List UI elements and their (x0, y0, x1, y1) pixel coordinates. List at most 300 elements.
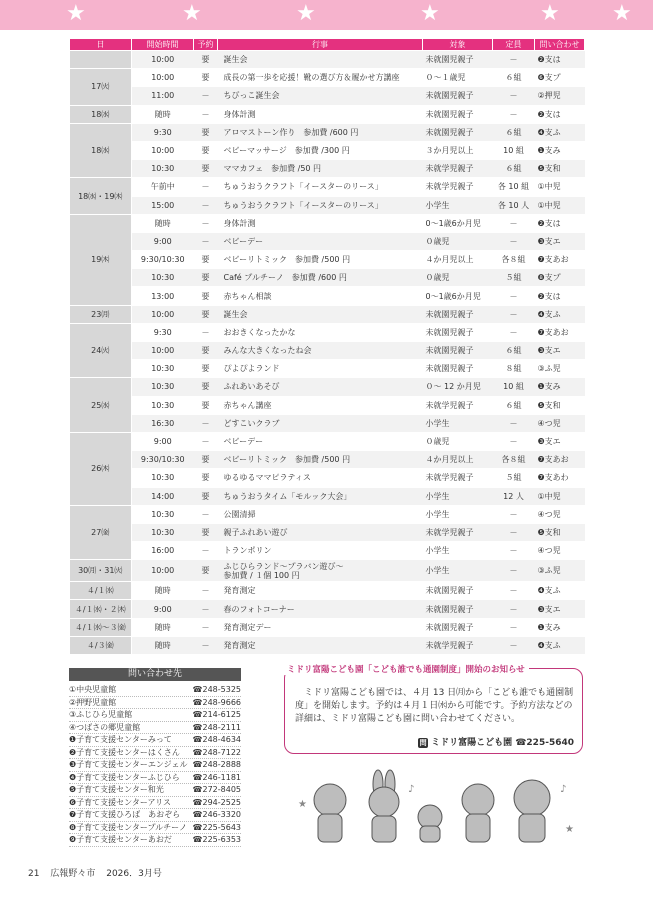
target-cell: 未就園児親子 (423, 51, 493, 69)
star-icon: ★ (182, 1, 202, 26)
contact-cell: ❻支プ (535, 69, 585, 87)
event-cell: 誕生会 (218, 51, 423, 69)
time-cell: 随時 (132, 636, 194, 654)
reservation-cell: 要 (194, 251, 218, 269)
capacity-cell: 各８組 (493, 251, 535, 269)
time-cell: 随時 (132, 105, 194, 123)
table-row (70, 523, 585, 541)
target-cell: 小学生 (423, 196, 493, 214)
reservation-cell: 要 (194, 287, 218, 305)
svg-text:♪: ♪ (408, 784, 415, 795)
event-cell: ベビーリトミック 参加費 /500 円 (218, 251, 423, 269)
day-cell: ４/１㈬ (70, 582, 132, 600)
table-row (70, 600, 585, 618)
reservation-cell: － (194, 414, 218, 432)
contact-phone: ☎294-2525 (192, 797, 241, 807)
reservation-cell: － (194, 232, 218, 250)
time-cell: 9:30/10:30 (132, 451, 194, 469)
capacity-cell: ６組 (493, 342, 535, 360)
day-cell: 27㈮ (70, 505, 132, 560)
table-row (70, 69, 585, 87)
target-cell: ４か月児以上 (423, 451, 493, 469)
capacity-cell: － (493, 232, 535, 250)
contact-cell: ③ふ児 (535, 560, 585, 582)
notice-contact (418, 735, 574, 748)
table-row (70, 196, 585, 214)
contact-cell: ❶支み (535, 141, 585, 159)
time-cell: 10:30 (132, 505, 194, 523)
contact-name: ③ふじひら児童館 (69, 710, 133, 719)
time-cell: 10:00 (132, 560, 194, 582)
reservation-cell: 要 (194, 451, 218, 469)
contact-phone: ☎225-5643 (192, 822, 241, 832)
table-row (70, 582, 585, 600)
contact-row (69, 822, 241, 835)
event-title: ふじひらランド～プラバン遊び～ (223, 561, 344, 571)
contact-row (69, 697, 241, 710)
contact-list-title: 問い合わせ先 (69, 668, 241, 681)
contact-name: ②押野児童館 (69, 697, 117, 707)
reservation-cell: 要 (194, 160, 218, 178)
table-row (70, 287, 585, 305)
event-cell: 身体計測 (218, 105, 423, 123)
target-cell: 小学生 (423, 414, 493, 432)
capacity-cell: ８組 (493, 360, 535, 378)
table-row (70, 251, 585, 269)
event-cell: 誕生会 (218, 305, 423, 323)
capacity-cell: ５組 (493, 269, 535, 287)
reservation-cell: 要 (194, 141, 218, 159)
contact-name: ❹子育て支援センターふじひら (69, 772, 180, 782)
target-cell: 未就園児親子 (423, 305, 493, 323)
time-cell: 9:30 (132, 323, 194, 341)
star-icon: ★ (612, 1, 632, 26)
table-row (70, 451, 585, 469)
reservation-cell: － (194, 214, 218, 232)
event-cell: ベビーデー (218, 432, 423, 450)
svg-text:★: ★ (565, 824, 574, 835)
event-cell: ちゅうおうタイム「モルック大会」 (218, 487, 423, 505)
contact-cell: ❺支和 (535, 523, 585, 541)
day-cell: 18㈬ (70, 123, 132, 178)
contact-row (69, 797, 241, 810)
capacity-cell: － (493, 287, 535, 305)
target-cell: ３か月児以上 (423, 141, 493, 159)
contact-cell: ❼支あお (535, 323, 585, 341)
day-cell: ４/１㈬・２㈭ (70, 600, 132, 618)
time-cell: 10:00 (132, 305, 194, 323)
reservation-cell: － (194, 542, 218, 560)
target-cell: 未就学児親子 (423, 396, 493, 414)
contact-cell: ①中児 (535, 487, 585, 505)
table-row (70, 141, 585, 159)
table-row (70, 414, 585, 432)
contact-phone: ☎225-6353 (192, 835, 241, 844)
reservation-cell: － (194, 505, 218, 523)
contact-cell: ❷支は (535, 214, 585, 232)
target-cell: ０歳児 (423, 269, 493, 287)
contact-cell: ❶支み (535, 618, 585, 636)
contact-cell: ②押児 (535, 87, 585, 105)
capacity-cell: ５組 (493, 469, 535, 487)
table-row (70, 542, 585, 560)
contact-row (69, 834, 241, 847)
day-cell: 18㈬・19㈭ (70, 178, 132, 214)
reservation-cell: － (194, 432, 218, 450)
reservation-cell: 要 (194, 396, 218, 414)
contact-cell: ❹支ふ (535, 305, 585, 323)
time-cell: 10:00 (132, 51, 194, 69)
reservation-cell: － (194, 87, 218, 105)
contact-cell: ❼支あお (535, 251, 585, 269)
event-cell: 親子ふれあい遊び (218, 523, 423, 541)
time-cell: 11:00 (132, 87, 194, 105)
time-cell: 10:00 (132, 69, 194, 87)
table-row (70, 342, 585, 360)
event-cell: ふれあいあそび (218, 378, 423, 396)
contact-name: ①中央児童館 (69, 685, 117, 694)
capacity-cell: － (493, 87, 535, 105)
contact-cell: ①中児 (535, 196, 585, 214)
event-cell (218, 560, 423, 582)
target-cell: 未就園児親子 (423, 87, 493, 105)
table-row (70, 469, 585, 487)
svg-text:★: ★ (298, 799, 307, 810)
event-cell: ちゅうおうクラフト「イースターのリース」 (218, 196, 423, 214)
contact-row (69, 684, 241, 697)
target-cell: 未就園児親子 (423, 582, 493, 600)
day-cell: 18㈬ (70, 105, 132, 123)
contact-row (69, 784, 241, 797)
time-cell: 14:00 (132, 487, 194, 505)
day-cell: 30㈪・31㈫ (70, 560, 132, 582)
event-cell: 発育測定 (218, 636, 423, 654)
target-cell: 未就学児親子 (423, 469, 493, 487)
inquiry-icon: 問 (419, 738, 427, 747)
column-header: 開始時間 (132, 39, 194, 51)
contact-row (69, 709, 241, 722)
page-number: 21 (28, 869, 40, 879)
time-cell: 10:00 (132, 141, 194, 159)
contact-cell: ❽支プ (535, 269, 585, 287)
table-row (70, 432, 585, 450)
capacity-cell: － (493, 523, 535, 541)
contact-cell: ❸支エ (535, 600, 585, 618)
reservation-cell: 要 (194, 487, 218, 505)
table-row (70, 487, 585, 505)
reservation-cell: － (194, 582, 218, 600)
day-cell: ４/１㈬～３㈮ (70, 618, 132, 636)
table-row (70, 178, 585, 196)
event-cell: Café プルチーノ 参加費 /600 円 (218, 269, 423, 287)
contact-row (69, 759, 241, 772)
target-cell: 未就園児親子 (423, 618, 493, 636)
table-row (70, 378, 585, 396)
event-cell: ベビーマッサージ 参加費 /300 円 (218, 141, 423, 159)
table-row (70, 214, 585, 232)
capacity-cell: － (493, 560, 535, 582)
reservation-cell: － (194, 196, 218, 214)
event-schedule-table (69, 38, 585, 655)
contact-cell: ❼支あわ (535, 469, 585, 487)
reservation-cell: 要 (194, 469, 218, 487)
column-header: 予約 (194, 39, 218, 51)
event-cell: どすこいクラブ (218, 414, 423, 432)
event-cell: ゆるゆるママピラティス (218, 469, 423, 487)
capacity-cell: － (493, 618, 535, 636)
time-cell: 随時 (132, 618, 194, 636)
event-cell: ちゅうおうクラフト「イースターのリース」 (218, 178, 423, 196)
time-cell: 13:00 (132, 287, 194, 305)
reservation-cell: － (194, 178, 218, 196)
target-cell: 小学生 (423, 487, 493, 505)
time-cell: 10:30 (132, 523, 194, 541)
target-cell: 小学生 (423, 505, 493, 523)
contact-phone: ☎248-2888 (192, 760, 241, 769)
reservation-cell: － (194, 618, 218, 636)
contact-row (69, 809, 241, 822)
contact-phone: ☎248-7122 (192, 747, 241, 757)
contact-cell: ❸支エ (535, 342, 585, 360)
event-cell: 発育測定デー (218, 618, 423, 636)
event-cell: 身体計測 (218, 214, 423, 232)
time-cell: 9:30/10:30 (132, 251, 194, 269)
notice-title: ミドリ富陽こども園「こども誰でも通園制度」開始のお知らせ (283, 663, 529, 675)
table-row (70, 560, 585, 582)
contact-name: ❺子育て支援センター和光 (69, 785, 164, 794)
contact-cell: ❼支あお (535, 451, 585, 469)
contact-phone: ☎248-9666 (192, 697, 241, 707)
capacity-cell: － (493, 582, 535, 600)
contact-row (69, 722, 241, 735)
table-row (70, 105, 585, 123)
capacity-cell: － (493, 636, 535, 654)
time-cell: 随時 (132, 214, 194, 232)
capacity-cell: － (493, 305, 535, 323)
target-cell: 0～1歳6か月児 (423, 214, 493, 232)
time-cell: 15:00 (132, 196, 194, 214)
reservation-cell: － (194, 105, 218, 123)
table-row (70, 123, 585, 141)
svg-text:♪: ♪ (560, 784, 567, 795)
capacity-cell: － (493, 51, 535, 69)
contact-cell: ③ふ児 (535, 360, 585, 378)
contact-phone: ☎246-3320 (192, 810, 241, 819)
event-cell: ママカフェ 参加費 /50 円 (218, 160, 423, 178)
target-cell: ４か月児以上 (423, 251, 493, 269)
table-row (70, 160, 585, 178)
event-cell: 赤ちゃん講座 (218, 396, 423, 414)
day-cell: 23㈪ (70, 305, 132, 323)
capacity-cell: ６組 (493, 123, 535, 141)
contact-name: ❾子育て支援センターあおだ (69, 835, 172, 844)
capacity-cell: 12 人 (493, 487, 535, 505)
capacity-cell: 各 10 組 (493, 178, 535, 196)
contact-cell: ❶支み (535, 378, 585, 396)
table-row (70, 618, 585, 636)
table-row (70, 636, 585, 654)
column-header: 日 (70, 39, 132, 51)
contact-cell: ❸支エ (535, 232, 585, 250)
time-cell: 16:00 (132, 542, 194, 560)
contact-row (69, 772, 241, 785)
capacity-cell: 10 組 (493, 378, 535, 396)
table-header-row (70, 39, 585, 51)
table-row (70, 87, 585, 105)
contact-name: ❻子育て支援センターアリス (69, 797, 171, 807)
table-row (70, 51, 585, 69)
contact-cell: ❹支ふ (535, 582, 585, 600)
contact-phone: ☎248-4634 (192, 735, 241, 744)
mascot-characters-illustration (290, 762, 580, 847)
event-cell: ぴよぴよランド (218, 360, 423, 378)
time-cell: 10:30 (132, 378, 194, 396)
time-cell: 9:00 (132, 232, 194, 250)
table-row (70, 269, 585, 287)
table-row (70, 396, 585, 414)
capacity-cell: 10 組 (493, 141, 535, 159)
contact-cell: ❷支は (535, 287, 585, 305)
table-row (70, 505, 585, 523)
time-cell: 10:30 (132, 360, 194, 378)
target-cell: 未就園児親子 (423, 600, 493, 618)
target-cell: ０～１歳児 (423, 69, 493, 87)
contact-cell: ❹支ふ (535, 123, 585, 141)
contact-cell: ❺支和 (535, 160, 585, 178)
target-cell: ０歳児 (423, 232, 493, 250)
star-icon: ★ (420, 1, 440, 26)
contact-phone: ☎272-8405 (192, 785, 241, 794)
reservation-cell: 要 (194, 360, 218, 378)
target-cell: 未就園児親子 (423, 105, 493, 123)
table-row (70, 323, 585, 341)
capacity-cell: － (493, 323, 535, 341)
reservation-cell: － (194, 636, 218, 654)
contact-name: ❽子育て支援センタープルチーノ (69, 822, 187, 832)
reservation-cell: 要 (194, 123, 218, 141)
reservation-cell: 要 (194, 69, 218, 87)
capacity-cell: ６組 (493, 396, 535, 414)
day-cell: 26㈭ (70, 432, 132, 505)
contact-cell: ④つ児 (535, 414, 585, 432)
event-cell: 赤ちゃん相談 (218, 287, 423, 305)
contact-cell: ❷支は (535, 105, 585, 123)
event-cell: トランポリン (218, 542, 423, 560)
top-decorative-band (0, 0, 653, 30)
issue-date: 2026．3月号 (106, 869, 162, 879)
column-header: 問い合わせ (535, 39, 585, 51)
reservation-cell: 要 (194, 305, 218, 323)
event-cell: 公園清掃 (218, 505, 423, 523)
event-cell: アロマストーン作り 参加費 /600 円 (218, 123, 423, 141)
target-cell: 未就学児親子 (423, 160, 493, 178)
target-cell: 未就学児親子 (423, 636, 493, 654)
day-cell: 25㈬ (70, 378, 132, 433)
target-cell: 未就園児親子 (423, 342, 493, 360)
contact-list (69, 668, 241, 847)
capacity-cell: － (493, 505, 535, 523)
time-cell: 9:00 (132, 600, 194, 618)
column-header: 行事 (218, 39, 423, 51)
contact-phone: ☎248-2111 (192, 722, 241, 732)
time-cell: 10:00 (132, 342, 194, 360)
publication-name: 広報野々市 (50, 869, 96, 879)
contact-name: ❼子育て支援ひろば あおぞら (69, 810, 181, 819)
time-cell: 随時 (132, 582, 194, 600)
target-cell: ０歳児 (423, 432, 493, 450)
contact-phone: ☎214-6125 (192, 710, 241, 719)
contact-name: ❶子育て支援センターみって (69, 735, 172, 744)
notice-box (284, 665, 583, 754)
star-icon: ★ (540, 1, 560, 26)
time-cell: 午前中 (132, 178, 194, 196)
event-cell: ちびっこ誕生会 (218, 87, 423, 105)
contact-cell: ①中児 (535, 178, 585, 196)
capacity-cell: ６組 (493, 69, 535, 87)
target-cell: 未就園児親子 (423, 323, 493, 341)
contact-row (69, 734, 241, 747)
star-icon: ★ (66, 1, 86, 26)
time-cell: 16:30 (132, 414, 194, 432)
time-cell: 9:00 (132, 432, 194, 450)
capacity-cell: － (493, 600, 535, 618)
capacity-cell: 各８組 (493, 451, 535, 469)
contact-row (69, 747, 241, 760)
target-cell: 未就園児親子 (423, 123, 493, 141)
time-cell: 10:30 (132, 269, 194, 287)
notice-body: ミドリ富陽こども園では、４月 13 日㈪から「こども誰でも通園制度」を開始します。予約は４月１日㈬から可能です。予約方法などの詳細は、ミドリ富陽こども園に問い合わせてください。 (295, 688, 574, 724)
capacity-cell: － (493, 414, 535, 432)
contact-cell: ❷支は (535, 51, 585, 69)
contact-cell: ❺支和 (535, 396, 585, 414)
event-cell: ベビーリトミック 参加費 /500 円 (218, 451, 423, 469)
contact-cell: ④つ児 (535, 542, 585, 560)
event-cell: おおきくなったかな (218, 323, 423, 341)
capacity-cell: 各 10 人 (493, 196, 535, 214)
contact-name: ❷子育て支援センターはくさん (69, 747, 180, 757)
event-cell: 春のフォトコーナー (218, 600, 423, 618)
contact-cell: ④つ児 (535, 505, 585, 523)
day-cell: ４/３㈮ (70, 636, 132, 654)
target-cell: 未就学児親子 (423, 523, 493, 541)
time-cell: 9:30 (132, 123, 194, 141)
time-cell: 10:30 (132, 396, 194, 414)
time-cell: 10:30 (132, 469, 194, 487)
target-cell: 小学生 (423, 542, 493, 560)
time-cell: 10:30 (132, 160, 194, 178)
event-fee: 参加費 / １個 100 円 (223, 570, 300, 580)
reservation-cell: － (194, 600, 218, 618)
event-cell: 成長の第一歩を応援！靴の選び方＆履かせ方講座 (218, 69, 423, 87)
target-cell: ０～ 12 か月児 (423, 378, 493, 396)
target-cell: 未就学児親子 (423, 178, 493, 196)
contact-cell: ❸支エ (535, 432, 585, 450)
capacity-cell: － (493, 542, 535, 560)
reservation-cell: 要 (194, 560, 218, 582)
page-footer (28, 866, 170, 879)
contact-phone: ☎248-5325 (192, 685, 241, 694)
star-icon: ★ (296, 1, 316, 26)
target-cell: 小学生 (423, 560, 493, 582)
target-cell: 0～1歳6か月児 (423, 287, 493, 305)
event-cell: みんな大きくなったね会 (218, 342, 423, 360)
table-row (70, 232, 585, 250)
day-cell: 24㈫ (70, 323, 132, 378)
day-cell: 17㈫ (70, 69, 132, 105)
contact-phone: ☎246-1181 (192, 772, 241, 782)
day-cell: 19㈭ (70, 214, 132, 305)
target-cell: 未就園児親子 (423, 360, 493, 378)
